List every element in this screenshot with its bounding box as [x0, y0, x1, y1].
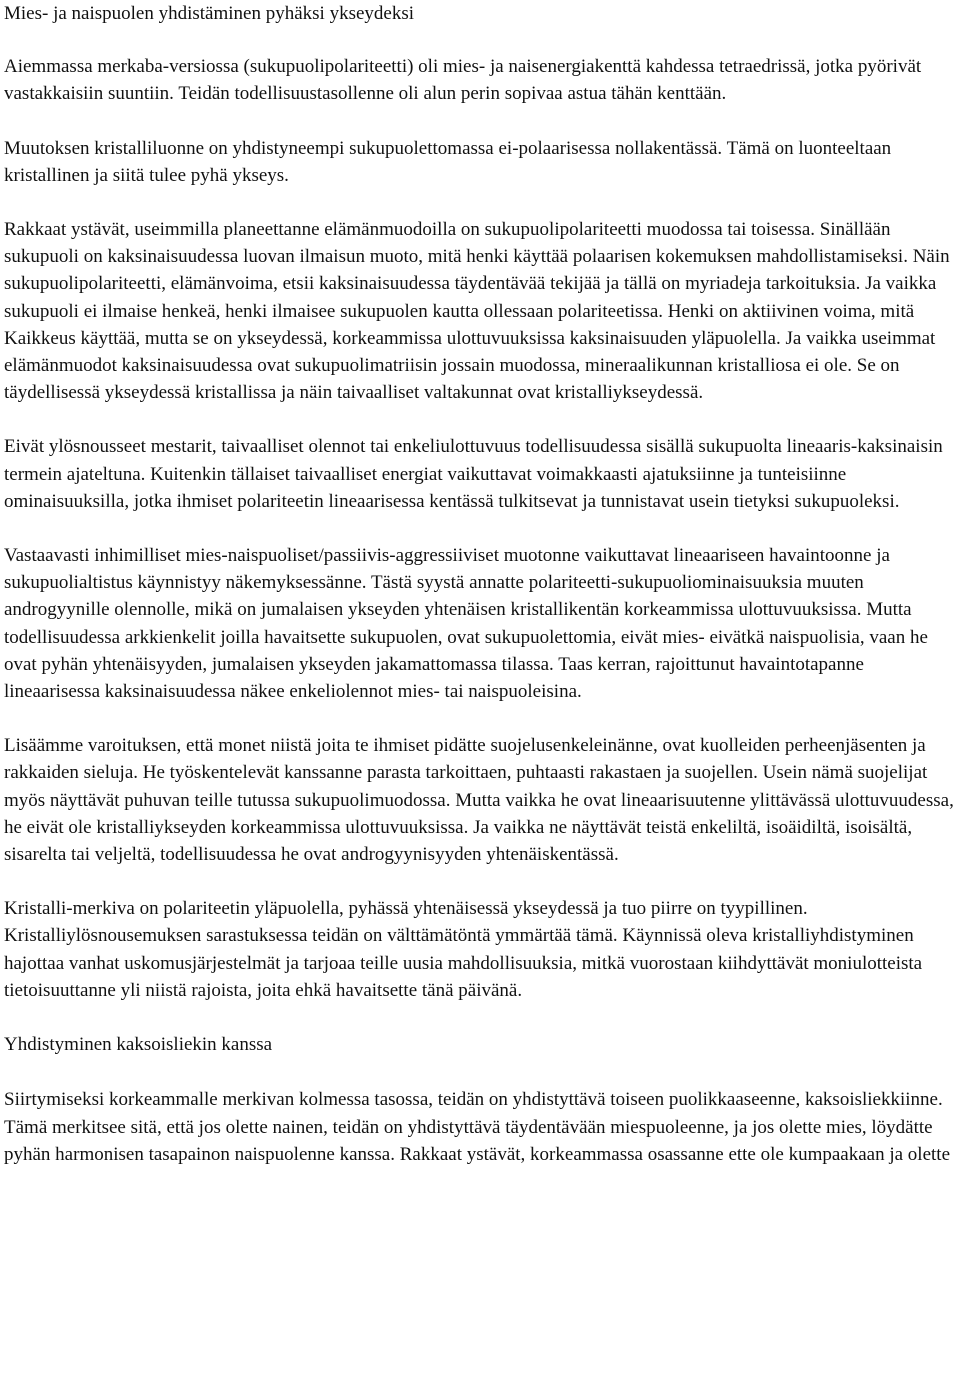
- document-title: Mies- ja naispuolen yhdistäminen pyhäksi ykseydeksi: [4, 3, 415, 24]
- paragraph-guardian-warning: Lisäämme varoituksen, että monet niistä joita te ihmiset pidätte suojelusenkeleinänne, ovat kuolleiden perheenjäsenten ja rakkaiden sieluja. He työskentelevät kanssanne parasta tarkoittaen, puhtaasti rakastaen ja suojellen. Usein nämä suojelijat myös näyttävät puhuvan teille tutussa sukupuolimuodossa. Mutta vaikka he ovat lineaarisuutenne ylittävässä ulottuvuudessa, he eivät ole kristalliykseyden korkeammissa ulottuvuuksissa. Ja vaikka ne näyttävät teistä enkeliltä, isoäidiltä, isoisältä, sisarelta tai veljeltä, todellisuudessa he ovat androgyynisyyden yhtenäiskentässä.: [4, 735, 954, 866]
- paragraph-intro: Aiemmassa merkaba-versiossa (sukupuolipolariteetti) oli mies- ja naisenergiakenttä kahdessa tetraedrissä, jotka pyörivät vastakkaisiin suuntiin. Teidän todellisuustasollenne oli alun perin sopivaa astua tähän kenttään.: [4, 56, 922, 105]
- section-heading-twin-flame: Yhdistyminen kaksoisliekin kanssa: [4, 1034, 273, 1056]
- paragraph-crystal-merkiva: Kristalli-merkiva on polariteetin yläpuolella, pyhässä yhtenäisessä ykseydessä ja tuo piirre on tyypillinen. Kristalliylösnousemuksen sarastuksessa teidän on välttämätöntä ymmärtää tämä. Käynnissä oleva kristalliyhdistyminen hajottaa vanhat uskomusjärjestelmät ja tarjoaa teille uusia mahdollisuuksia, mitkä vuorostaan kiihdyttävät moniulotteista tietoisuuttanne yli niistä rajoista, joita ehkä havaitsette tänä päivänä.: [4, 898, 923, 1001]
- paragraph-twin-flame: Siirtymiseksi korkeammalle merkivan kolmessa tasossa, teidän on yhdistyttävä toiseen puolikkaaseenne, kaksoisliekkiinne. Tämä merkitsee sitä, että jos olette nainen, teidän on yhdistyttävä täydentävään miespuoleenne, ja jos olette mies, löydätte pyhän harmonisen tasapainon naispuolenne kanssa. Rakkaat ystävät, korkeammassa osassanne ette ole kumpaakaan ja olette: [4, 1089, 951, 1165]
- paragraph-gender-polarity: Rakkaat ystävät, useimmilla planeettanne elämänmuodoilla on sukupuolipolariteetti muodossa tai toisessa. Sinällään sukupuoli on kaksinaisuudessa luovan ilmaisun muoto, mitä henki käyttää polaarisen kokemuksen mahdollistamiseksi. Näin sukupuolipolariteetti, elämänvoima, etsii kaksinaisuudessa täydentävää tekijää ja tällä on myriadeja tarkoituksia. Ja vaikka sukupuoli ei ilmaise henkeä, henki ilmaisee sukupuolen kautta ollessaan polariteetissa. Henki on aktiivinen voima, mitä Kaikkeus käyttää, mutta se on ykseydessä, korkeammissa ulottuvuuksissa kaksinaisuuden yläpuolella. Ja vaikka useimmat elämänmuodot kaksinaisuudessa ovat sukupuolimatriisin jossain muodossa, mineraalikunnan kristalliosa ei ole. Se on täydellisessä ykseydessä kristallissa ja näin taivaalliset valtakunnat ovat kristalliykseydessä.: [4, 219, 950, 404]
- paragraph-human-perception: Vastaavasti inhimilliset mies-naispuoliset/passiivis-aggressiiviset muotonne vaikuttavat lineaariseen havaintoonne ja sukupuolialtistus käynnistyy näkemyksessänne. Tästä syystä annatte polariteetti-sukupuoliominaisuuksia muuten androgyynille olennolle, mikä on jumalaisen ykseyden yhtenäisen kristallikentän korkeammissa ulottuvuuksissa. Mutta todellisuudessa arkkienkelit joilla havaitsette sukupuolen, ovat sukupuolettomia, eivät mies- eivätkä naispuolisia, vaan he ovat pyhän yhtenäisyyden, jumalaisen ykseyden jakamattomassa tilassa. Taas kerran, rajoittunut havaintotapanne lineaarisessa kaksinaisuudessa näkee enkeliolennot mies- tai naispuoleisina.: [4, 545, 928, 703]
- document-page: [4, 0, 956, 1168]
- paragraph-crystal-nature: Muutoksen kristalliluonne on yhdistyneempi sukupuolettomassa ei-polaarisessa nollakentässä. Tämä on luonteeltaan kristallinen ja siitä tulee pyhä ykseys.: [4, 137, 892, 186]
- paragraph-ascended-masters: Eivät ylösnousseet mestarit, taivaalliset olennot tai enkeliulottuvuus todellisuudessa sisällä sukupuolta lineaaris-kaksinaisin termein ajateltuna. Kuitenkin tällaiset taivaalliset energiat vaikuttavat voimakkaasti ajatuksiinne ja tunteisiinne ominaisuuksilla, jotka ihmiset polariteetin lineaarisessa kentässä tulkitsevat ja tunnistavat usein tietyksi sukupuoleksi.: [4, 436, 943, 512]
